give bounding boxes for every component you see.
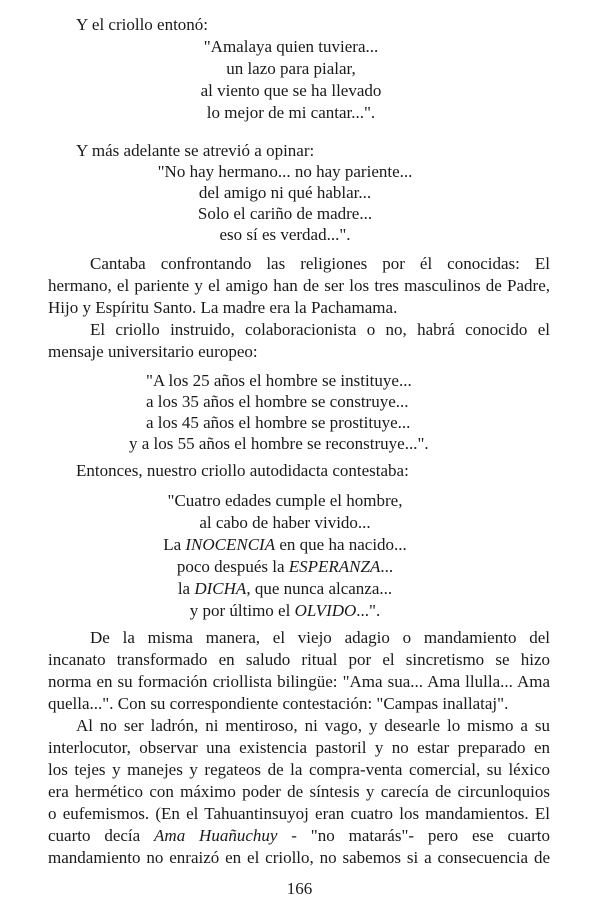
verse-line: del amigo ni qué hablar... <box>198 183 372 202</box>
paragraph-line: Cantaba confrontando las religiones por él conocidas: El <box>90 254 550 273</box>
verse-text: poco después la <box>176 557 289 576</box>
verse-line: un lazo para pialar, <box>226 59 356 78</box>
verse-line <box>140 556 430 577</box>
paragraph-line: norma en su formación criollista bilingüe: "Ama sua... Ama llulla... Ama <box>48 672 550 691</box>
verse-emphasis: DICHA <box>194 579 247 598</box>
verse-text: en que ha nacido... <box>275 535 407 554</box>
paragraph-line: mandamiento no enraizó en el criollo, no sabemos si a consecuencia de <box>48 848 550 867</box>
paragraph-line: era hermético con máximo poder de síntesis y carecía de circunloquios <box>48 782 550 801</box>
intro-line: Y más adelante se atrevió a opinar: <box>76 141 315 160</box>
verse-line: a los 35 años el hombre se construye... <box>146 392 409 411</box>
paragraph-line: mensaje universitario europeo: <box>48 342 258 361</box>
verse-line <box>140 600 430 621</box>
paragraph-text: cuarto decía <box>48 826 155 845</box>
verse-line <box>140 534 430 555</box>
verse-line: al viento que se ha llevado <box>200 81 382 100</box>
verse-line <box>140 578 430 599</box>
verse-text: ...". <box>356 601 381 620</box>
paragraph-line: quella...". Con su correspondiente contestación: "Campas inallataj". <box>48 694 509 713</box>
paragraph-line: De la misma manera, el viejo adagio o mandamiento del <box>90 628 550 647</box>
verse-text: ... <box>380 557 394 576</box>
verse-line: Solo el cariño de madre... <box>197 204 373 223</box>
page-number: 166 <box>286 879 313 898</box>
verse-emphasis: ESPERANZA <box>288 557 381 576</box>
paragraph-text: - "no matarás"- pero ese cuarto <box>277 826 550 845</box>
paragraph-line: o eufemismos. (En el Tahuantinsuyoj eran cuatro los mandamientos. El <box>48 804 550 823</box>
verse-text: y por último el <box>189 601 295 620</box>
paragraph-line <box>48 825 550 846</box>
paragraph-line: interlocutor, observar una existencia pastoril y no estar preparado en <box>48 738 550 757</box>
verse-text: La <box>163 535 186 554</box>
paragraph-emphasis: Ama Huañuchuy <box>154 826 278 845</box>
intro-line: Entonces, nuestro criollo autodidacta contestaba: <box>76 461 409 480</box>
verse-text: la <box>177 579 195 598</box>
verse-emphasis: INOCENCIA <box>185 535 276 554</box>
verse-line: "Amalaya quien tuviera... <box>203 37 379 56</box>
verse-emphasis: OLVIDO <box>294 601 357 620</box>
verse-line: y a los 55 años el hombre se reconstruye...". <box>129 434 429 453</box>
verse-line: "A los 25 años el hombre se instituye... <box>146 371 412 390</box>
verse-line: eso sí es verdad...". <box>219 225 351 244</box>
paragraph-line: El criollo instruido, colaboracionista o no, habrá conocido el <box>90 320 550 339</box>
verse-line: al cabo de haber vivido... <box>199 513 371 532</box>
paragraph-line: Hijo y Espíritu Santo. La madre era la Pachamama. <box>48 298 398 317</box>
verse-line: a los 45 años el hombre se prostituye... <box>146 413 411 432</box>
intro-line: Y el criollo entonó: <box>76 15 209 34</box>
paragraph-line: Al no ser ladrón, ni mentiroso, ni vago, y desearle lo mismo a su <box>76 716 550 735</box>
verse-text: , que nunca alcanza... <box>246 579 393 598</box>
verse-line: lo mejor de mi cantar...". <box>206 103 376 122</box>
verse-line: "No hay hermano... no hay pariente... <box>157 162 413 181</box>
paragraph-line: los tejes y manejes y regateos de la compra-venta comercial, su léxico <box>48 760 550 779</box>
paragraph-line: hermano, el pariente y el amigo han de ser los tres masculinos de Padre, <box>48 276 550 295</box>
paragraph-line: incanato transformado en saludo ritual por el sincretismo se hizo <box>48 650 550 669</box>
verse-line: "Cuatro edades cumple el hombre, <box>167 491 403 510</box>
